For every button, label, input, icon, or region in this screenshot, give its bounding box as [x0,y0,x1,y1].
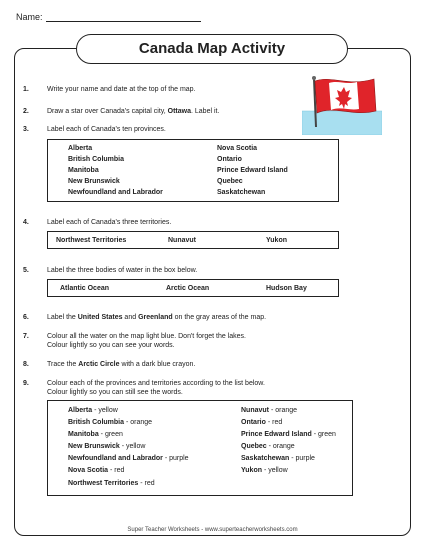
step-text: Label the United States and Greenland on the gray areas of the map. [47,314,267,321]
step-number: 7. [23,333,29,340]
step-text: Colour lightly so you can still see the words. [47,389,183,396]
colour-item: Ontario - red [241,419,283,426]
colour-item: Yukon - yellow [241,467,288,474]
province-item: Manitoba [68,167,99,174]
territory-item: Nunavut [168,237,196,244]
step-number: 8. [23,361,29,368]
territory-item: Yukon [266,237,288,244]
step-text: Label each of Canada's three territories. [47,219,172,226]
step-text: Trace the Arctic Circle with a dark blue crayon. [47,361,196,368]
name-blank-line[interactable] [46,12,201,22]
colour-item: Prince Edward Island - green [241,431,336,438]
provinces-box [47,139,339,202]
step-text: Label the three bodies of water in the box below. [47,267,198,274]
colour-item: Manitoba - green [68,431,123,438]
colour-item: British Columbia - orange [68,419,153,426]
step-number: 5. [23,267,29,274]
name-label: Name: [16,12,43,22]
province-item: Quebec [217,178,243,185]
colour-item: Nunavut - orange [241,407,298,414]
footer-credit: Super Teacher Worksheets - www.superteacherworksheets.com [127,527,298,533]
province-item: New Brunswick [68,178,120,185]
province-item: Nova Scotia [217,145,258,152]
canada-flag-icon [302,71,382,135]
step-number: 1. [23,86,29,93]
step-text: Draw a star over Canada's capital city, Ottawa. Label it. [47,108,220,115]
colour-item: Newfoundland and Labrador - purple [68,455,189,462]
waters-box [47,279,339,297]
province-item: Newfoundland and Labrador [68,189,163,196]
step-number: 2. [23,108,29,115]
step-text: Colour each of the provinces and territories according to the list below. [47,380,265,387]
step-number: 9. [23,380,29,387]
colour-item: Nova Scotia - red [68,467,125,474]
step-text: Colour all the water on the map light blue. Don't forget the lakes. [47,333,247,340]
province-item: Alberta [68,145,93,152]
colour-list-box [47,400,353,496]
page-title: Canada Map Activity [76,34,348,64]
province-item: Ontario [217,156,242,163]
name-field [16,12,201,22]
colour-item: New Brunswick - yellow [68,443,146,450]
water-item: Hudson Bay [266,285,307,292]
step-number: 3. [23,126,29,133]
colour-item: Quebec - orange [241,443,295,450]
province-item: Prince Edward Island [217,167,288,174]
colour-item: Alberta - yellow [68,407,118,414]
colour-item: Northwest Territories - red [68,480,155,487]
province-item: Saskatchewan [217,189,266,196]
step-number: 4. [23,219,29,226]
water-item: Arctic Ocean [166,285,210,292]
colour-item: Saskatchewan - purple [241,455,315,462]
step-number: 6. [23,314,29,321]
step-text: Colour lightly so you can see your words. [47,342,175,349]
water-item: Atlantic Ocean [60,285,110,292]
step-text: Label each of Canada's ten provinces. [47,126,166,133]
territory-item: Northwest Territories [56,237,127,244]
territories-box [47,231,339,249]
province-item: British Columbia [68,156,125,163]
step-text: Write your name and date at the top of the map. [47,86,196,93]
